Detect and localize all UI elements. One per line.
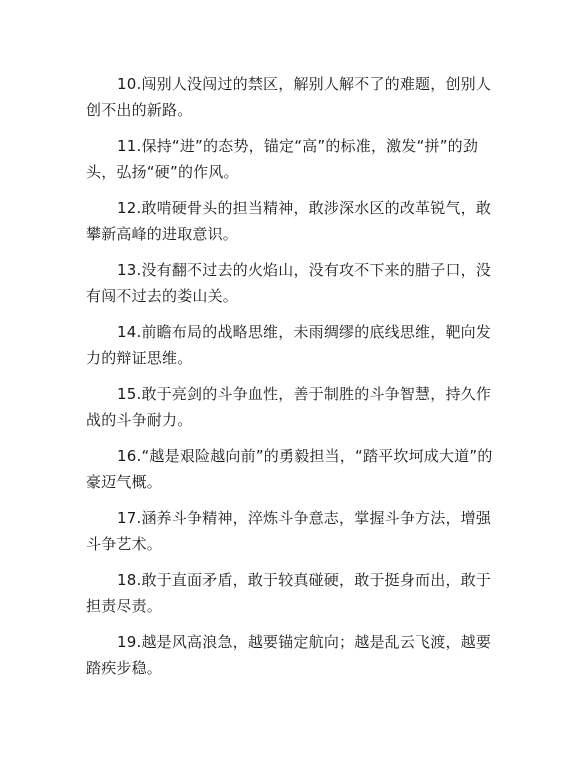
paragraph-15: 15.敢于亮剑的斗争血性，善于制胜的斗争智慧，持久作战的斗争耐力。 bbox=[86, 385, 492, 429]
paragraph-19: 19.越是风高浪急，越要锚定航向；越是乱云飞渡，越要踏疾步稳。 bbox=[86, 633, 492, 677]
paragraph-17: 17.涵养斗争精神，淬炼斗争意志，掌握斗争方法，增强斗争艺术。 bbox=[86, 509, 492, 553]
paragraph-18: 18.敢于直面矛盾，敢于较真碰硬，敢于挺身而出，敢于担责尽责。 bbox=[86, 571, 492, 615]
document-body bbox=[86, 71, 501, 691]
paragraph-12: 12.敢啃硬骨头的担当精神，敢涉深水区的改革锐气，敢攀新高峰的进取意识。 bbox=[86, 199, 492, 243]
paragraph-10: 10.闯别人没闯过的禁区，解别人解不了的难题，创别人创不出的新路。 bbox=[86, 75, 492, 119]
paragraph-14: 14.前瞻布局的战略思维，未雨绸缪的底线思维，靶向发力的辩证思维。 bbox=[86, 323, 492, 367]
paragraph-13: 13.没有翻不过去的火焰山，没有攻不下来的腊子口，没有闯不过去的娄山关。 bbox=[86, 261, 492, 305]
paragraph-11: 11.保持“进”的态势，锚定“高”的标准，激发“拼”的劲头，弘扬“硬”的作风。 bbox=[86, 137, 479, 181]
paragraph-16: 16.“越是艰险越向前”的勇毅担当，“踏平坎坷成大道”的豪迈气概。 bbox=[86, 447, 493, 491]
